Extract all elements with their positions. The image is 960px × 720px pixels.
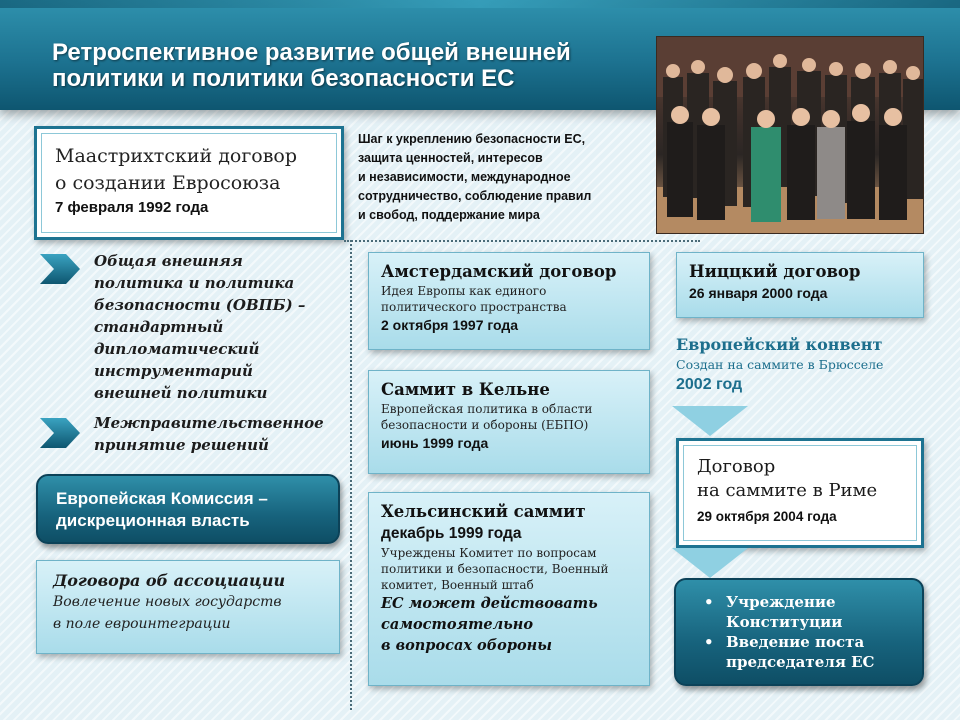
divider-horizontal [344, 240, 700, 242]
cologne-heading: Саммит в Кельне [381, 380, 550, 399]
maastricht-description-line: сотрудничество, соблюдение правил [358, 189, 592, 203]
helsinki-italic3: в вопросах обороны [381, 637, 552, 654]
nice-treaty-box [676, 252, 924, 318]
chevron-right-icon [40, 418, 80, 448]
helsinki-sub1: Учреждены Комитет по вопросам [381, 546, 597, 560]
helsinki-sub2: политики и безопасности, Военный [381, 562, 609, 576]
convent-heading: Европейский конвент [676, 335, 883, 354]
amsterdam-date: 2 октября 1997 года [381, 317, 519, 333]
intergovernmental-item [94, 412, 344, 456]
group-photo [656, 36, 924, 234]
intergovernmental-line: Межправительственное [94, 414, 324, 432]
rome-line2: на саммите в Риме [697, 480, 878, 501]
cologne-sub1: Европейская политика в области [381, 402, 593, 416]
constitution-box [674, 578, 924, 686]
helsinki-summit-box [368, 492, 650, 686]
helsinki-italic2: самостоятельно [381, 616, 534, 633]
amsterdam-treaty-box [368, 252, 650, 350]
amsterdam-sub2: политического пространства [381, 300, 567, 314]
cfsp-line: внешней политики [94, 384, 268, 402]
cologne-sub2: безопасности и обороны (ЕБПО) [381, 418, 589, 432]
amsterdam-heading: Амстердамский договор [381, 262, 617, 281]
constitution-item-line: • Введение поста [726, 633, 865, 651]
helsinki-date: декабрь 1999 года [381, 525, 522, 542]
cfsp-line: дипломатический [94, 340, 260, 358]
maastricht-date: 7 февраля 1992 года [55, 199, 209, 216]
cfsp-line: инструментарий [94, 362, 253, 380]
maastricht-treaty-box [34, 126, 344, 240]
cologne-date: июнь 1999 года [381, 435, 489, 451]
nice-heading: Ниццкий договор [689, 262, 861, 281]
group-photo-illustration [657, 37, 924, 234]
maastricht-title-line2: о создании Евросоюза [55, 172, 281, 194]
rome-treaty-box [676, 438, 924, 548]
list-item [698, 632, 908, 672]
association-heading: Договора об ассоциации [53, 571, 286, 590]
commission-line1: Европейская Комиссия – [56, 489, 268, 508]
cfsp-line: безопасности (ОВПБ) – [94, 296, 306, 314]
maastricht-description-line: защита ценностей, интересов [358, 151, 543, 165]
cfsp-item [94, 250, 344, 404]
constitution-item-line: председателя ЕС [726, 653, 875, 671]
chevron-right-icon [40, 254, 80, 284]
list-item [698, 592, 908, 632]
cfsp-line: стандартный [94, 318, 224, 336]
helsinki-sub3: комитет, Военный штаб [381, 578, 534, 592]
commission-line2: дискреционная власть [56, 511, 250, 530]
association-sub1: Вовлечение новых государств [53, 594, 282, 610]
maastricht-description-line: Шаг к укреплению безопасности ЕС, [358, 132, 586, 146]
helsinki-italic1: ЕС может действовать [381, 595, 598, 612]
maastricht-description-line: и свобод, поддержание мира [358, 208, 540, 222]
helsinki-heading: Хельсинский саммит [381, 502, 586, 521]
rome-date: 29 октября 2004 года [697, 509, 837, 524]
intergovernmental-line: принятие решений [94, 436, 269, 454]
page-title: Ретроспективное развитие общей внешней политики и политики безопасности ЕС [52, 39, 571, 92]
cfsp-line: политика и политика [94, 274, 295, 292]
cfsp-line: Общая внешняя [94, 252, 243, 270]
european-commission-box [36, 474, 340, 544]
maastricht-title-line1: Маастрихтский договор [55, 145, 298, 167]
divider-vertical [350, 240, 352, 710]
european-convention [676, 334, 936, 396]
down-arrow-icon [672, 548, 748, 578]
rome-line1: Договор [697, 456, 776, 477]
maastricht-description [358, 130, 638, 225]
convent-date: 2002 год [676, 376, 743, 393]
constitution-item-line: Конституции [726, 613, 843, 631]
constitution-item-line: • Учреждение [726, 593, 836, 611]
nice-date: 26 января 2000 года [689, 285, 828, 301]
association-sub2: в поле евроинтеграции [53, 616, 231, 632]
maastricht-description-line: и независимости, международное [358, 170, 571, 184]
convent-sub: Создан на саммите в Брюсселе [676, 357, 884, 372]
association-agreements-box [36, 560, 340, 654]
down-arrow-icon [672, 406, 748, 436]
amsterdam-sub1: Идея Европы как единого [381, 284, 547, 298]
cologne-summit-box [368, 370, 650, 474]
